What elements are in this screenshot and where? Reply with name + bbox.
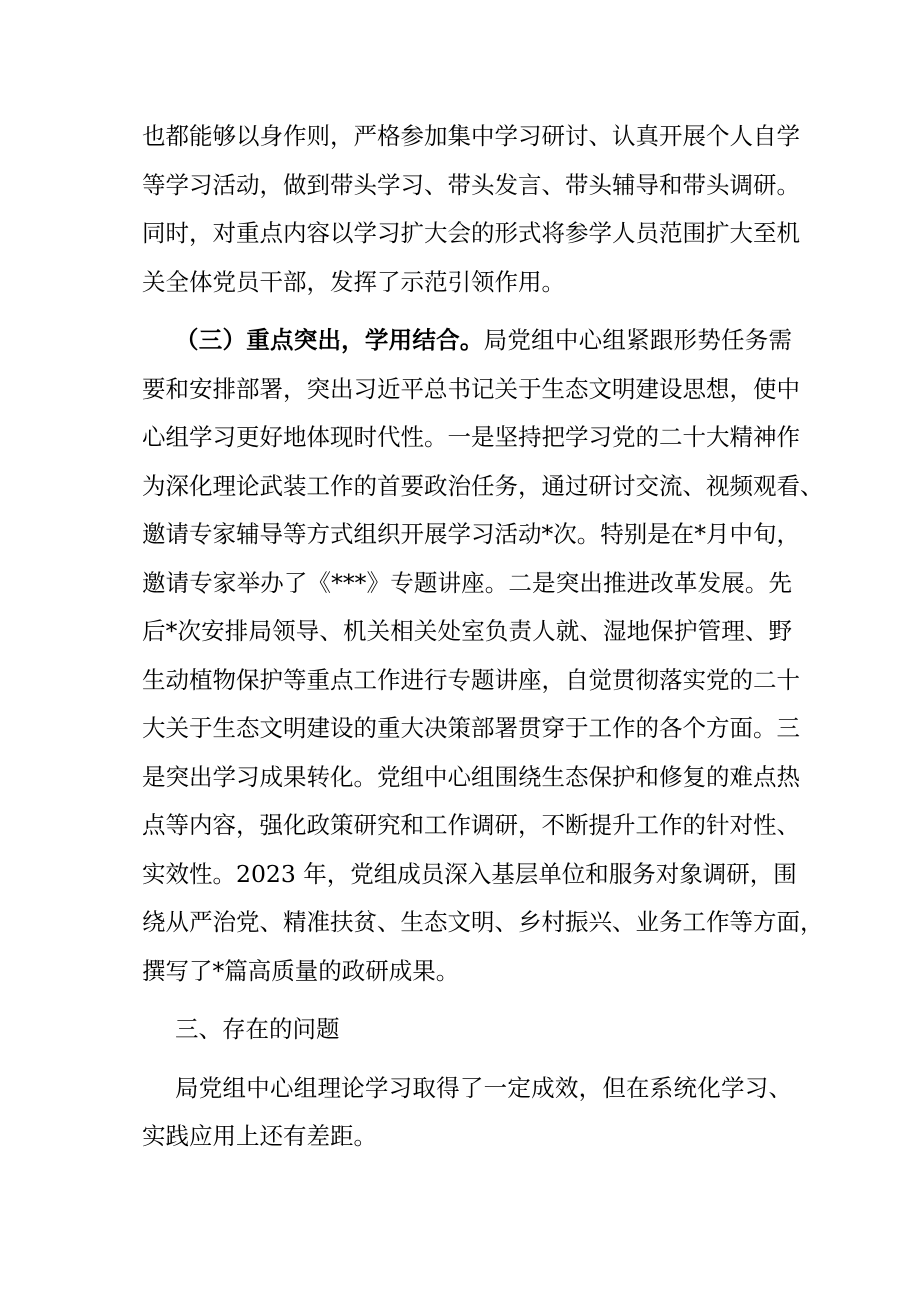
text-run: 局党组中心组紧跟形势任务需 bbox=[483, 326, 793, 354]
text-line: 局党组中心组理论学习取得了一定成效，但在系统化学习、 bbox=[175, 1073, 792, 1102]
text-line: 邀请专家举办了《***》专题讲座。二是突出推进改革发展。先 bbox=[142, 568, 792, 597]
text-line: 心组学习更好地体现时代性。一是坚持把学习党的二十大精神作 bbox=[142, 423, 800, 451]
text-line: 邀请专家辅导等方式组织开展学习活动*次。特别是在*月中旬， bbox=[142, 520, 800, 548]
text-line: 后*次安排局领导、机关相关处室负责人就、湿地保护管理、野 bbox=[142, 617, 792, 645]
text-line: 等学习活动，做到带头学习、带头发言、带头辅导和带头调研。 bbox=[142, 170, 800, 199]
text-line: 也都能够以身作则，严格参加集中学习研讨、认真开展个人自学 bbox=[142, 122, 800, 150]
text-line: 大关于生态文明建设的重大决策部署贯穿于工作的各个方面。三 bbox=[142, 714, 800, 742]
text-line: 点等内容，强化政策研究和工作调研，不断提升工作的针对性、 bbox=[142, 811, 800, 839]
subsection-lead: （三）重点突出，学用结合。 bbox=[175, 326, 484, 354]
text-line: 是突出学习成果转化。党组中心组围绕生态保护和修复的难点热 bbox=[142, 762, 800, 791]
paragraph-3 bbox=[142, 1064, 792, 1161]
paragraph-1 bbox=[142, 112, 800, 306]
text-line: 实效性。2023 年，党组成员深入基层单位和服务对象调研，围 bbox=[142, 859, 797, 888]
document-page bbox=[142, 112, 824, 1161]
text-line: 同时，对重点内容以学习扩大会的形式将参学人员范围扩大至机 bbox=[142, 219, 800, 247]
text-line: 要和安排部署，突出习近平总书记关于生态文明建设思想，使中 bbox=[142, 374, 800, 403]
text-line: 关全体党员干部，发挥了示范引领作用。 bbox=[142, 267, 565, 296]
text-line: 绕从严治党、精准扶贫、生态文明、乡村振兴、业务工作等方面， bbox=[142, 908, 824, 936]
text-line: 实践应用上还有差距。 bbox=[142, 1122, 377, 1150]
paragraph-2 bbox=[142, 316, 824, 995]
text-line: 生动植物保护等重点工作进行专题讲座，自觉贯彻落实党的二十 bbox=[142, 665, 800, 694]
text-line: 为深化理论武装工作的首要政治任务，通过研讨交流、视频观看、 bbox=[142, 471, 824, 500]
text-line: 撰写了*篇高质量的政研成果。 bbox=[142, 956, 460, 985]
section-heading: 三、存在的问题 bbox=[175, 1015, 340, 1043]
text-line-first bbox=[142, 316, 792, 365]
